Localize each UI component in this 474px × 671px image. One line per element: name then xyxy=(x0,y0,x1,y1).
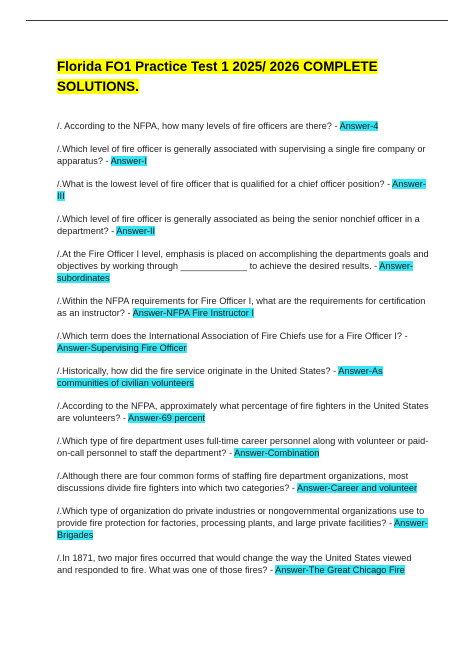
qa-item xyxy=(57,470,429,494)
question-text: /.Which term does the International Association of Fire Chiefs use for a Fire Officer I? - xyxy=(57,331,408,341)
document-page xyxy=(57,57,429,587)
qa-item xyxy=(57,178,429,202)
question-text: /.Which level of fire officer is generally associated as being the senior nonchief officer in a department? - xyxy=(57,214,420,236)
question-text: /.Which level of fire officer is generally associated with supervising a single fire company or apparatus? - xyxy=(57,144,426,166)
answer-text: Answer-The Great Chicago Fire xyxy=(275,565,405,575)
document-title-text: Florida FO1 Practice Test 1 2025/ 2026 COMPLETE SOLUTIONS. xyxy=(57,59,378,94)
answer-text: Answer-subordinates xyxy=(57,261,413,283)
answer-text: Answer-As communities of civilian volunteers xyxy=(57,366,383,388)
question-text: /.Historically, how did the fire service originate in the United States? - xyxy=(57,366,339,376)
answer-text: Answer-NFPA Fire Instructor I xyxy=(132,308,254,318)
qa-list xyxy=(57,120,429,576)
qa-item xyxy=(57,213,429,237)
question-text: /.Although there are four common forms of staffing fire department organizations, most discussions divide fire fighters into which two categories? - xyxy=(57,471,409,493)
qa-item xyxy=(57,435,429,459)
answer-text: Answer-4 xyxy=(339,121,379,131)
question-text: /.Which type of fire department uses full-time career personnel along with volunteer or paid-on-call personnel to staff the department? - xyxy=(57,436,429,458)
top-divider xyxy=(26,20,448,21)
qa-item xyxy=(57,330,429,354)
qa-item xyxy=(57,552,429,576)
answer-text: Answer-II xyxy=(116,226,156,236)
qa-item xyxy=(57,120,429,132)
answer-text: Answer-Brigades xyxy=(57,518,428,540)
qa-item xyxy=(57,400,429,424)
question-text: /.At the Fire Officer I level, emphasis is placed on accomplishing the departments goals and objectives by working through _____________ to achieve the desired results. - xyxy=(57,249,429,271)
answer-text: Answer-Combination xyxy=(234,448,320,458)
qa-item xyxy=(57,143,429,167)
question-text: /.Which type of organization do private industries or nongovernmental organizations use to provide fire protection for factories, processing plants, and large private facilities? - xyxy=(57,506,425,528)
qa-item xyxy=(57,248,429,284)
qa-item xyxy=(57,365,429,389)
question-text: /. According to the NFPA, how many levels of fire officers are there? - xyxy=(57,121,340,131)
qa-item xyxy=(57,295,429,319)
question-text: /.According to the NFPA, approximately what percentage of fire fighters in the United States are volunteers? - xyxy=(57,401,429,423)
answer-text: Answer-III xyxy=(57,179,426,201)
question-text: /.What is the lowest level of fire officer that is qualified for a chief officer position? - xyxy=(57,179,393,189)
answer-text: Answer-I xyxy=(110,156,147,166)
question-text: /.Within the NFPA requirements for Fire Officer I, what are the requirements for certification as an instructor? - xyxy=(57,296,426,318)
question-text: /.In 1871, two major fires occurred that would change the way the United States viewed and responded to fire. What was one of those fires? - xyxy=(57,553,412,575)
answer-text: Answer-Supervising Fire Officer xyxy=(57,343,187,353)
answer-text: Answer-Career and volunteer xyxy=(297,483,418,493)
document-title xyxy=(57,57,429,97)
qa-item xyxy=(57,505,429,541)
answer-text: Answer-69 percent xyxy=(128,413,206,423)
